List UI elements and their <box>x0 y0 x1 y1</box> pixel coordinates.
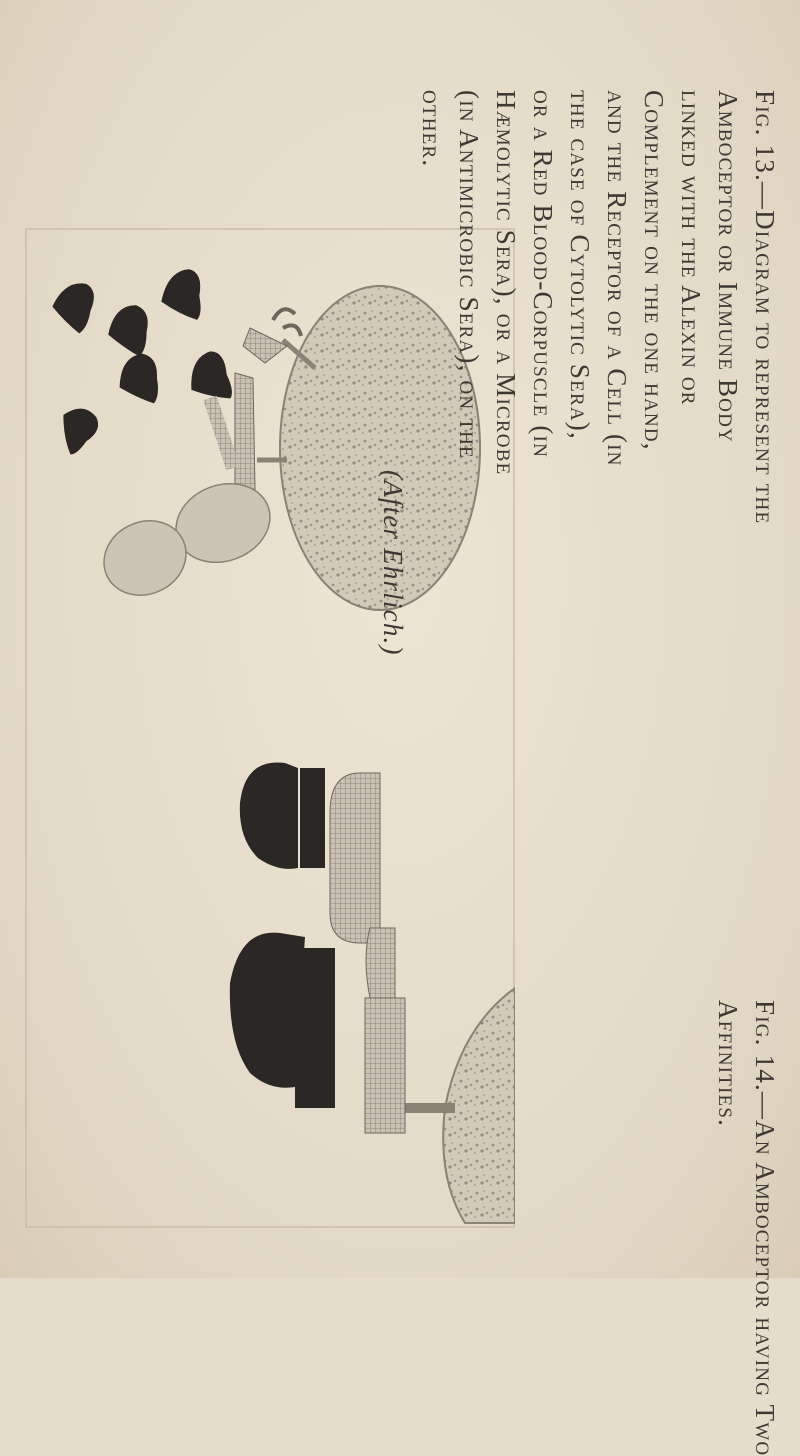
fig13-caption-line-4: Complement on the one hand, <box>639 90 669 451</box>
fig14-caption-line-2: Affinities. <box>713 1000 743 1128</box>
fig13-caption-line-3: linked with the Alexin or <box>676 90 706 406</box>
fig13-caption-line-5: and the Receptor of a Cell (in <box>602 90 632 467</box>
fig13-caption-line-2: Amboceptor or Immune Body <box>713 90 743 443</box>
fig14-caption-line-1: Fig. 14.—An Amboceptor having Two <box>750 1000 780 1456</box>
fig13-caption-line-6: the case of Cytolytic Sera), <box>565 90 595 440</box>
fig13-caption-line-10: other. <box>417 90 447 168</box>
fig13-caption-line-7: or a Red Blood-Corpuscle (in <box>528 90 558 459</box>
fig13-caption-line-9: (in Antimicrobic Sera), on the <box>454 90 484 459</box>
fig13-caption-line-8: Hæmolytic Sera), or a Microbe <box>491 90 521 476</box>
fig13-attribution: (After Ehrlich.) <box>378 470 408 656</box>
fig13-caption-line-1: Fig. 13.—Diagram to represent the <box>750 90 780 525</box>
